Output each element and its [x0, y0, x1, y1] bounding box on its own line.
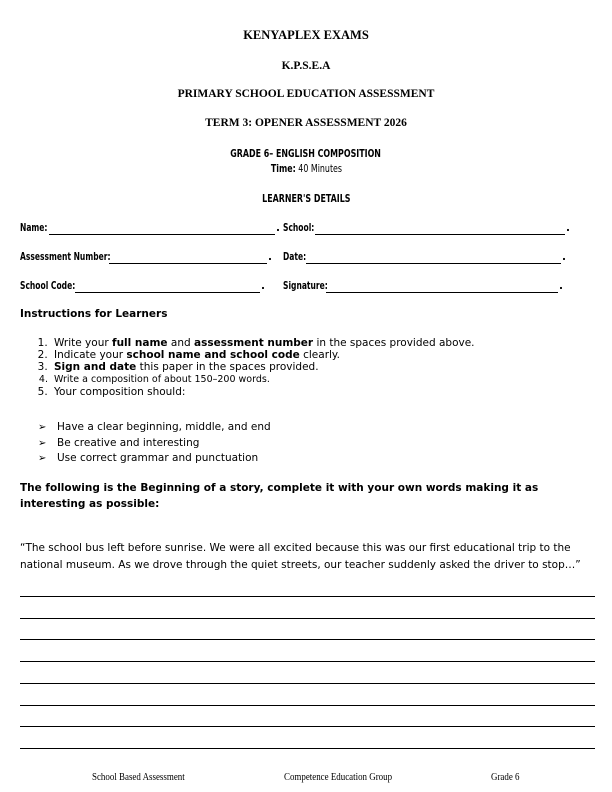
- time-allowed: [0, 162, 612, 175]
- exam-name: KENYAPLEX EXAMS: [243, 28, 369, 42]
- writing-line[interactable]: [20, 618, 595, 619]
- school-code-label: School Code:: [20, 280, 76, 292]
- writing-line[interactable]: [20, 596, 595, 597]
- name-label: Name:: [20, 222, 48, 234]
- name-field[interactable]: [49, 222, 275, 235]
- instruction-item-4: 4. Write a composition of about 150–200 words.: [51, 374, 611, 386]
- time-value: 40 Minutes: [295, 162, 342, 175]
- school-end-dot: .: [566, 222, 570, 234]
- footer-center: Competence Education Group: [284, 772, 393, 783]
- instruction-item-3: 3. Sign and date this paper in the spaces provided.: [51, 361, 611, 373]
- assessment-number-field[interactable]: [109, 251, 267, 264]
- time-label: Time:: [270, 162, 296, 175]
- date-label: Date:: [283, 251, 307, 263]
- story-beginning: “The school bus left before sunrise. We were all excited because this was our first educational trip to the national museum. As we drove through the quiet streets, our teacher suddenly asked the driver to stop…”: [20, 542, 581, 571]
- learner-details-text: LEARNER'S DETAILS: [261, 192, 351, 205]
- field-row-code-signature: [20, 280, 600, 296]
- term-title: TERM 3: OPENER ASSESSMENT 2026: [205, 117, 407, 129]
- field-row-name-school: [20, 222, 600, 238]
- writing-line[interactable]: [20, 661, 595, 662]
- instruction-item-1: 1. Write your full name and assessment number in the spaces provided above.: [51, 337, 611, 349]
- footer-left: School Based Assessment: [92, 772, 185, 783]
- signature-label: Signature:: [283, 280, 328, 292]
- date-end-dot: .: [562, 251, 566, 263]
- signature-field[interactable]: [326, 280, 558, 293]
- requirement-item: ➢ Have a clear beginning, middle, and end: [38, 420, 271, 436]
- footer-right: Grade 6: [491, 772, 520, 783]
- subject-text: GRADE 6– ENGLISH COMPOSITION: [230, 147, 382, 160]
- assessment-end-dot: .: [268, 251, 272, 263]
- instruction-item-5: 5. Your composition should:: [51, 386, 611, 398]
- requirements-list: [38, 420, 271, 467]
- requirement-item: ➢ Use correct grammar and punctuation: [38, 451, 271, 467]
- assessment-title: PRIMARY SCHOOL EDUCATION ASSESSMENT: [177, 88, 435, 100]
- writing-line[interactable]: [20, 639, 595, 640]
- instruction-item-2: 2. Indicate your school name and school code clearly.: [51, 349, 611, 361]
- instructions-title: Instructions for Learners: [20, 308, 168, 320]
- signature-end-dot: .: [559, 280, 563, 292]
- exam-code: K.P.S.E.A: [281, 60, 331, 72]
- time-text: [270, 162, 341, 175]
- arrow-bullet-icon: ➢: [38, 422, 47, 433]
- school-label: School:: [283, 222, 315, 234]
- composition-prompt: The following is the Beginning of a story, complete it with your own words making it as interesting as possible:: [20, 482, 539, 510]
- writing-line[interactable]: [20, 748, 595, 749]
- writing-line[interactable]: [20, 683, 595, 684]
- arrow-bullet-icon: ➢: [38, 453, 47, 464]
- name-end-dot: .: [276, 222, 280, 234]
- writing-line[interactable]: [20, 726, 595, 727]
- assessment-number-label: Assessment Number:: [20, 251, 111, 263]
- field-row-assessment-date: [20, 251, 600, 267]
- learner-details-heading: [0, 192, 612, 205]
- subject-title: [0, 147, 612, 160]
- school-field[interactable]: [315, 222, 565, 235]
- school-code-field[interactable]: [75, 280, 260, 293]
- arrow-bullet-icon: ➢: [38, 437, 47, 449]
- instructions-list: [20, 337, 611, 398]
- requirement-item: ➢ Be creative and interesting: [38, 436, 271, 452]
- code-end-dot: .: [261, 280, 265, 292]
- writing-line[interactable]: [20, 705, 595, 706]
- date-field[interactable]: [306, 251, 561, 264]
